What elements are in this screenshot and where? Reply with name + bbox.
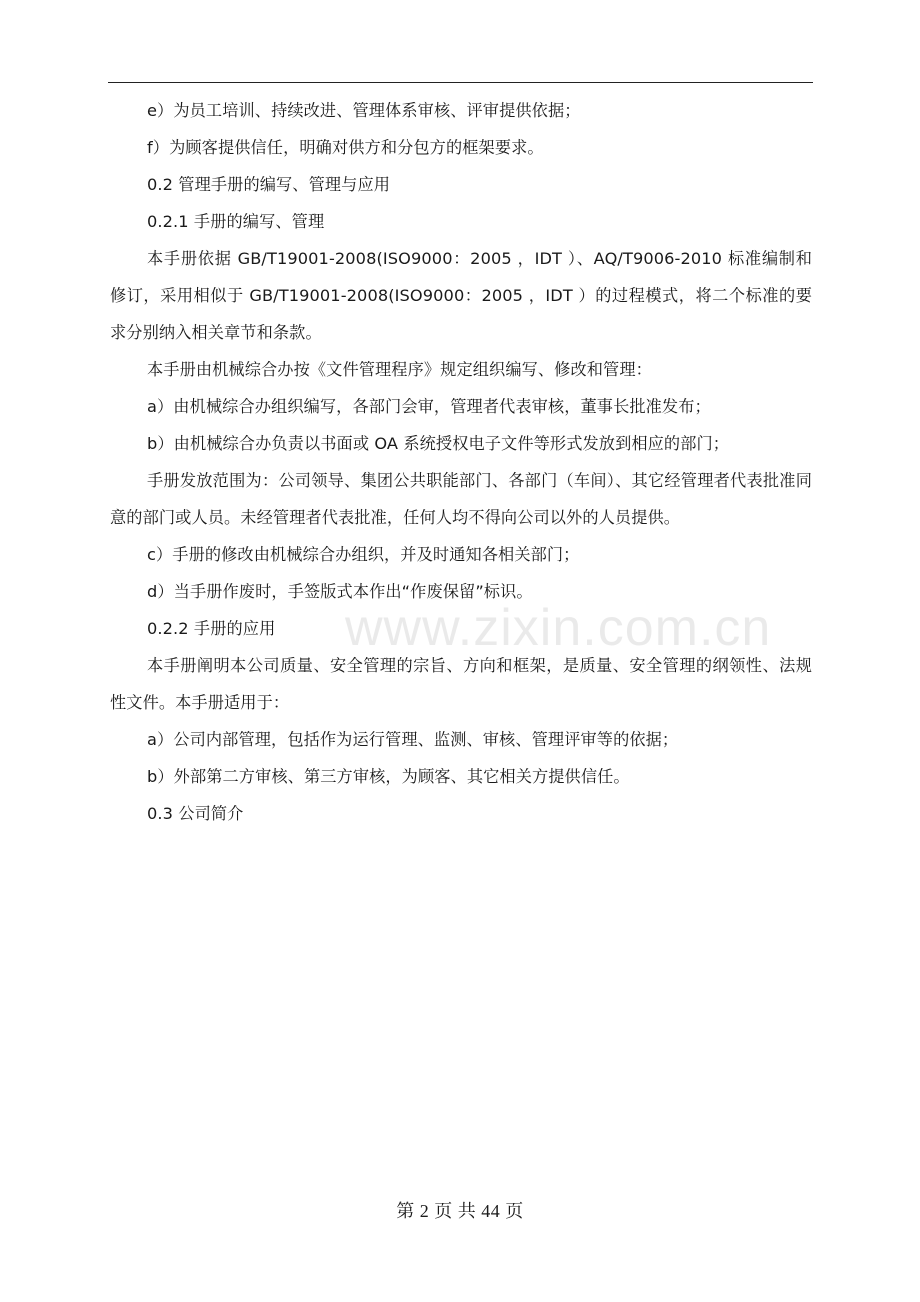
list-item-a-application: a）公司内部管理，包括作为运行管理、监测、审核、管理评审等的依据； [147, 730, 679, 749]
list-item-c: c）手册的修改由机械综合办组织，并及时通知各相关部门； [147, 545, 580, 564]
paragraph-distribution-scope: 手册发放范围为：公司领导、集团公共职能部门、各部门（车间）、其它经管理者代表批准同意的部门或人员。未经管理者代表批准，任何人均不得向公司以外的人员提供。 [110, 471, 812, 527]
section-heading-0-2: 0.2 管理手册的编写、管理与应用 [147, 175, 391, 194]
list-item-a: a）由机械综合办组织编写，各部门会审，管理者代表审核，董事长批准发布； [147, 397, 711, 416]
document-body [110, 92, 812, 832]
paragraph-manual-management: 本手册由机械综合办按《文件管理程序》规定组织编写、修改和管理： [147, 360, 652, 379]
watermark: www.zixin.com.cn [345, 599, 772, 657]
list-item-b-application: b）外部第二方审核、第三方审核，为顾客、其它相关方提供信任。 [147, 767, 630, 786]
subsection-heading-0-2-2: 0.2.2 手册的应用 [147, 619, 276, 638]
page-footer: 第 2 页 共 44 页 [396, 1201, 524, 1221]
list-item-e: e）为员工培训、持续改进、管理体系审核、评审提供依据； [147, 101, 581, 120]
header-rule [108, 82, 813, 83]
list-item-d: d）当手册作废时，手签版式本作出“作废保留”标识。 [147, 582, 533, 601]
list-item-b: b）由机械综合办负责以书面或 OA 系统授权电子文件等形式发放到相应的部门； [147, 434, 730, 453]
subsection-heading-0-2-1: 0.2.1 手册的编写、管理 [147, 212, 325, 231]
paragraph-standards: 本手册依据 GB/T19001-2008(ISO9000：2005 ，IDT ）、AQ/T9006-2010 标准编制和修订，采用相似于 GB/T19001-2008(ISO9000：2005 ，IDT ）的过程模式，将二个标准的要求分别纳入相关章节和条款。 [110, 249, 812, 342]
section-heading-0-3: 0.3 公司简介 [147, 804, 244, 823]
list-item-f: f）为顾客提供信任，明确对供方和分包方的框架要求。 [147, 138, 544, 157]
paragraph-manual-purpose: 本手册阐明本公司质量、安全管理的宗旨、方向和框架，是质量、安全管理的纲领性、法规性文件。本手册适用于： [110, 656, 812, 712]
